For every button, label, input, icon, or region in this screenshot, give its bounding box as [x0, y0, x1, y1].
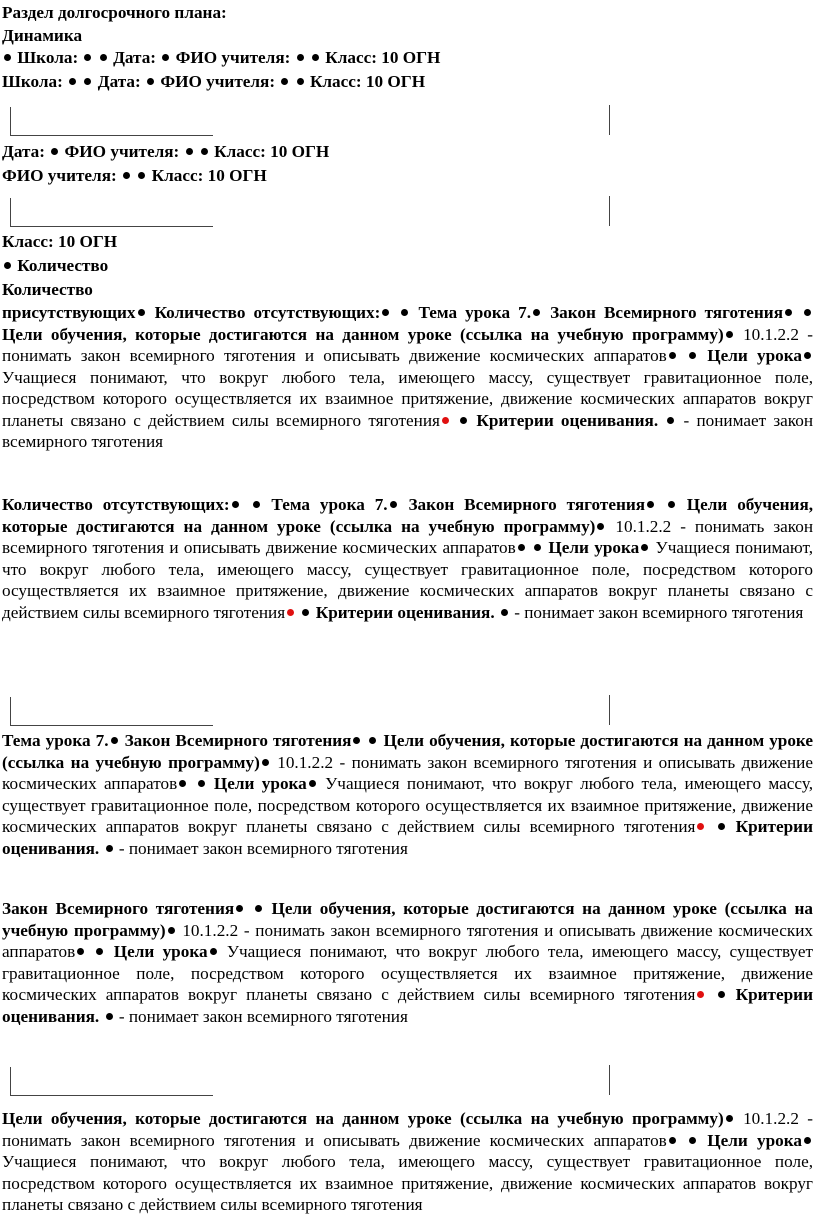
bullet-icon [253, 501, 260, 508]
bullet-icon [51, 148, 58, 155]
bullet-icon [785, 309, 792, 316]
red-bullet-icon [287, 609, 294, 616]
bullet-icon [297, 54, 304, 61]
header-line-date: Дата: ФИО учителя: Класс: 10 ОГН [2, 142, 330, 161]
table-divider [609, 105, 610, 135]
bullet-icon [382, 309, 389, 316]
bullet-icon [96, 948, 103, 955]
bullet-icon [297, 78, 304, 85]
bullet-icon [162, 54, 169, 61]
bullet-icon [262, 759, 269, 766]
bullet-icon [77, 948, 84, 955]
bullet-icon [4, 54, 11, 61]
bullet-icon [460, 417, 467, 424]
bullet-icon [100, 54, 107, 61]
bullet-icon [718, 823, 725, 830]
bullet-icon [668, 501, 675, 508]
bullet-icon [106, 845, 113, 852]
table-cell-box [10, 107, 213, 136]
bullet-icon [147, 78, 154, 85]
section-title: Динамика [2, 26, 83, 45]
bullet-icon [179, 780, 186, 787]
bullet-icon [401, 309, 408, 316]
bullet-icon [641, 544, 648, 551]
bullet-icon [210, 948, 217, 955]
bullet-icon [534, 544, 541, 551]
bullet-icon [168, 927, 175, 934]
bullet-icon [689, 352, 696, 359]
bullet-icon [186, 148, 193, 155]
bullet-icon [804, 1137, 811, 1144]
bullet-icon [718, 991, 725, 998]
bullet-icon [597, 523, 604, 530]
table-divider [609, 695, 610, 725]
quantity-bullet-line: Количество [2, 255, 108, 277]
bullet-icon [667, 417, 674, 424]
bullet-icon [123, 172, 130, 179]
bullet-icon [138, 172, 145, 179]
bullet-icon [390, 501, 397, 508]
bullet-icon [255, 905, 262, 912]
bullet-icon [501, 609, 508, 616]
table-cell-box [10, 697, 213, 726]
bullet-icon [198, 780, 205, 787]
bullet-icon [669, 1137, 676, 1144]
table-divider [609, 1065, 610, 1095]
bullet-icon [369, 737, 376, 744]
bullet-icon [726, 1115, 733, 1122]
bullet-icon [84, 54, 91, 61]
bullet-icon [302, 609, 309, 616]
bullet-icon [689, 1137, 696, 1144]
heading: Раздел долгосрочного плана: [2, 3, 227, 22]
bullet-icon [4, 262, 11, 269]
bullet-icon [106, 1013, 113, 1020]
header-line-school-2: Школа: Дата: ФИО учителя: Класс: 10 ОГН [2, 72, 426, 91]
header-line-teacher: ФИО учителя: Класс: 10 ОГН [2, 166, 267, 185]
red-bullet-icon [697, 991, 704, 998]
bullet-icon [804, 352, 811, 359]
bullet-icon [69, 78, 76, 85]
quantity-line: Количество [2, 280, 93, 299]
table-cell-box [10, 198, 213, 227]
paragraph-absent: Количество отсутствующих: Тема урока 7. Закон Всемирного тяготения Цели обучения, которые достигаются на данном уроке (ссылка на учебную программу) 10.1.2.2 - понимать закон всемирного тяготения и описывать движение космических аппаратов Цели урока Учащиеся понимают, что вокруг любого тела, имеющего массу, существует гравитационное поле, посредством которого осуществляется их взаимное притяжение, движение космических аппаратов вокруг планеты связано с действием силы всемирного тяготения Критерии оценивания. - понимает закон всемирного тяготения [2, 495, 814, 622]
paragraph-topic: Тема урока 7. Закон Всемирного тяготения Цели обучения, которые достигаются на данном уроке (ссылка на учебную программу) 10.1.2.2 - понимать закон всемирного тяготения и описывать движение космических аппаратов Цели урока Учащиеся понимают, что вокруг любого тела, имеющего массу, существует гравитационное поле, посредством которого осуществляется их взаимное притяжение, движение космических аппаратов вокруг планеты связано с действием силы всемирного тяготения Критерии оценивания. - понимает закон всемирного тяготения [2, 731, 814, 858]
bullet-icon [111, 737, 118, 744]
bullet-icon [726, 331, 733, 338]
bullet-icon [804, 309, 811, 316]
bullet-icon [312, 54, 319, 61]
table-divider [609, 196, 610, 226]
bullet-icon [518, 544, 525, 551]
bullet-icon [309, 780, 316, 787]
red-bullet-icon [697, 823, 704, 830]
paragraph-law: Закон Всемирного тяготения Цели обучения, которые достигаются на данном уроке (ссылка на учебную программу) 10.1.2.2 - понимать закон всемирного тяготения и описывать движение космических аппаратов Цели урока Учащиеся понимают, что вокруг любого тела, имеющего массу, существует гравитационное поле, посредством которого осуществляется их взаимное притяжение, движение космических аппаратов вокруг планеты связано с действием силы всемирного тяготения Критерии оценивания. - понимает закон всемирного тяготения [2, 899, 814, 1026]
bullet-icon [201, 148, 208, 155]
bullet-icon [353, 737, 360, 744]
bullet-icon [281, 78, 288, 85]
bullet-icon [533, 309, 540, 316]
bullet-icon [232, 501, 239, 508]
bullet-icon [669, 352, 676, 359]
table-cell-box [10, 1067, 213, 1096]
header-line-school-1: Школа: Дата: ФИО учителя: Класс: 10 ОГН [2, 47, 440, 69]
paragraph-goals: Цели обучения, которые достигаются на данном уроке (ссылка на учебную программу) 10.1.2.2 - понимать закон всемирного тяготения и описывать движение космических аппаратов Цели урока Учащиеся понимают, что вокруг любого тела, имеющего массу, существует гравитационное поле, посредством которого осуществляется их взаимное притяжение, движение космических аппаратов вокруг планеты связано с действием силы всемирного тяготения [2, 1109, 814, 1214]
paragraph-present: присутствующих Количество отсутствующих: Тема урока 7. Закон Всемирного тяготения Цели обучения, которые достигаются на данном уроке (ссылка на учебную программу) 10.1.2.2 - понимать закон всемирного тяготения и описывать движение космических аппаратов Цели урока Учащиеся понимают, что вокруг любого тела, имеющего массу, существует гравитационное поле, посредством которого осуществляется их взаимное притяжение, движение космических аппаратов вокруг планеты связано с действием силы всемирного тяготения Критерии оценивания. - понимает закон всемирного тяготения [2, 303, 814, 451]
red-bullet-icon [442, 417, 449, 424]
header-line-class: Класс: 10 ОГН [2, 232, 118, 251]
bullet-icon [138, 309, 145, 316]
bullet-icon [236, 905, 243, 912]
bullet-icon [647, 501, 654, 508]
bullet-icon [84, 78, 91, 85]
